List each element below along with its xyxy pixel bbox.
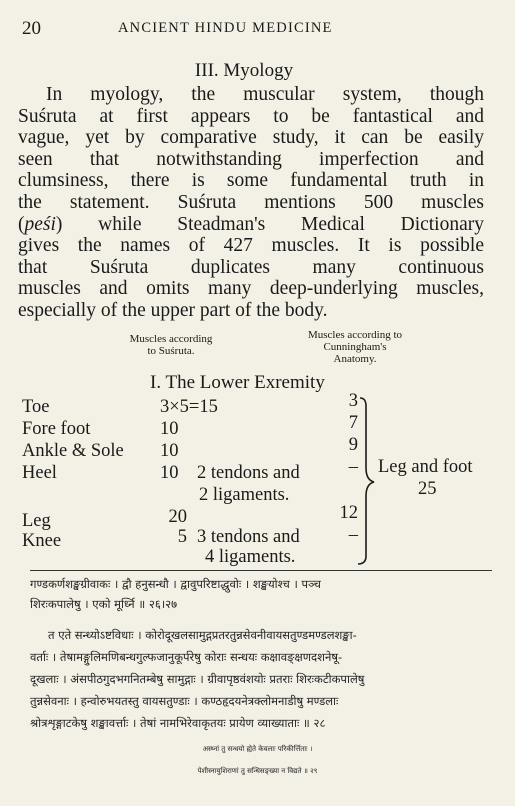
paragraph-line: that Suśruta duplicates many continuous (18, 256, 484, 278)
row-count: 20 (168, 507, 187, 527)
row-part: Heel (22, 463, 57, 483)
sanskrit-line: श्रोत्रशृङ्गाटकेषु शङ्खावर्त्ताः । तेषां नामभिरेवाकृतयः प्रायेण व्याख्याताः ॥ २८ (30, 716, 326, 730)
column-header-line: to Suśruta. (147, 345, 195, 357)
column-header-line: Anatomy. (333, 353, 377, 365)
paragraph-line: Suśruta at first appears to be fantastical and (18, 105, 484, 127)
paragraph-line: vague, yet by comparative study, it can be easily (18, 127, 484, 149)
row-cunningham: – (348, 525, 358, 545)
paragraph-line: muscles and omits many deep-underlying muscles, (18, 278, 484, 300)
sanskrit-verse-line: पेशीस्नायुशिराणां तु सन्धिसङ्ख्या न विद्यते ॥ २९ (197, 767, 318, 775)
column-header-line: Cunningham's (323, 341, 387, 353)
sanskrit-verse-line: अस्थ्नां तु सन्धयो ह्येते केवलाः परिकीर्त्तिताः । (202, 745, 313, 753)
cunningham-group-total: 25 (418, 479, 437, 499)
cunningham-group-label: Leg and foot (378, 457, 473, 477)
row-detail: 4 ligaments. (205, 547, 296, 567)
row-part: Toe (22, 397, 50, 417)
row-cunningham: 3 (348, 391, 358, 411)
row-cunningham: – (348, 457, 358, 477)
sanskrit-line: दूखलाः । अंसपीठगुदभगनितम्बेषु सामुद्गाः । ग्रीवापृष्ठवंशयोः प्रतराः शिरःकटीकपालेषु (30, 672, 365, 686)
row-count: 3×5=15 (160, 397, 218, 417)
paragraph-line: the statement. Suśruta mentions 500 muscles (18, 191, 484, 213)
column-header-line: Muscles according to (307, 329, 403, 341)
paragraph-line: In myology, the muscular system, though (46, 84, 484, 105)
row-count: 10 (160, 419, 179, 439)
paragraph-line: especially of the upper part of the body. (18, 299, 328, 321)
row-cunningham: 7 (348, 413, 358, 433)
myology-paragraph (18, 84, 484, 322)
row-count: 10 (160, 463, 179, 483)
row-count: 10 (160, 441, 179, 461)
row-detail: 2 tendons and (197, 463, 300, 483)
row-part: Fore foot (22, 419, 91, 439)
column-header-cunningham (270, 329, 440, 365)
row-cunningham: 9 (348, 435, 358, 455)
row-part: Ankle & Sole (22, 441, 124, 461)
sanskrit-line: शिरःकपालेषु । एको मूर्ध्नि ॥ २६।२७ (30, 597, 178, 611)
paragraph-line-italic-term (18, 214, 484, 236)
sanskrit-line: गण्डकर्णशङ्खग्रीवाकः । द्वौ हनुसन्धौ । द्वावुपरिष्टाद्धुवोः । शङ्खयोश्च । पञ्च (30, 577, 321, 591)
row-part: Leg (22, 511, 51, 531)
paragraph-line: gives the names of 427 muscles. It is possible (18, 235, 484, 257)
row-part: Knee (22, 531, 62, 551)
section-title: III. Myology (194, 60, 294, 81)
row-detail: 3 tendons and (197, 527, 300, 547)
footnote-divider (30, 570, 492, 571)
paragraph-line: clumsiness, there is some fundamental truth in (18, 170, 484, 192)
running-head (0, 18, 515, 42)
curly-brace-icon (356, 396, 378, 568)
page-number: 20 (22, 18, 41, 39)
row-detail: 2 ligaments. (199, 485, 290, 505)
paragraph-line: (peśi) while Steadman's Medical Dictionary (18, 213, 484, 235)
sanskrit-line: वर्ताः । तेषामङ्गुलिमणिबन्धगुल्फजानुकूर्परेषु कोराः सन्धयः कक्षावङ्क्षणदशनेषू- (30, 650, 343, 664)
sanskrit-line: तुन्नसेवनाः । हन्वोरुभयतस्तु वायसतुण्डाः । कण्ठहृदयनेत्रक्लोमनाडीषु मण्डलाः (30, 694, 339, 708)
italic-term: peśi (24, 213, 56, 235)
sanskrit-line: त एते सन्ध्योऽष्टविधाः । कोरोदूखलसामुद्गप्रतरतुन्नसेवनीवायसतुण्डमण्डलशङ्खा- (48, 628, 357, 642)
paragraph-line: seen that notwithstanding imperfection and (18, 148, 484, 170)
table-subtitle: I. The Lower Exremity (150, 372, 325, 393)
column-header-susruta (106, 333, 236, 357)
column-header-line: Muscles according (129, 333, 213, 345)
running-title: ANCIENT HINDU MEDICINE (118, 20, 333, 36)
row-count: 5 (177, 527, 187, 547)
row-cunningham: 12 (339, 503, 358, 523)
